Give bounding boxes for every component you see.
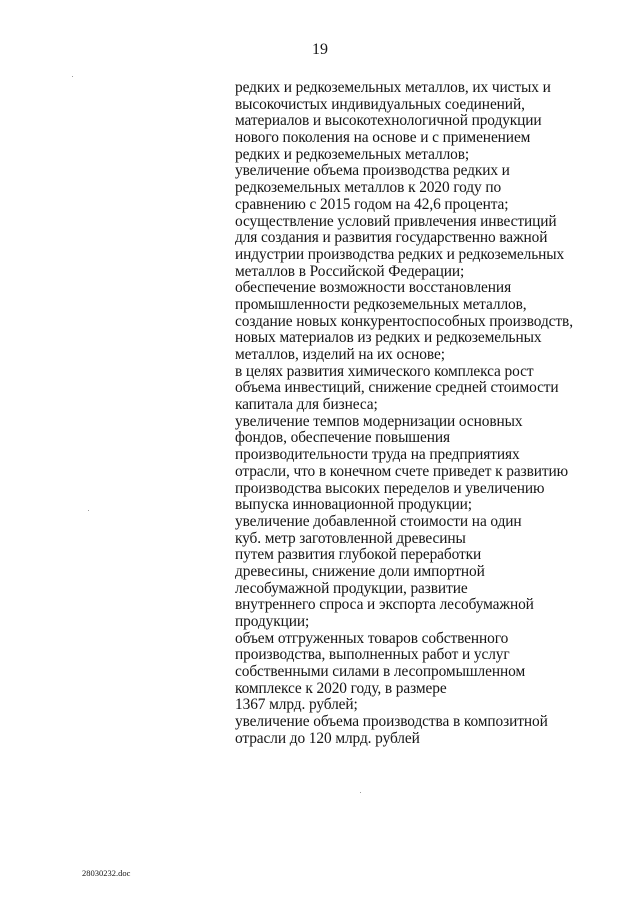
text-line: производства, выполненных работ и услуг (235, 646, 510, 664)
text-line: нового поколения на основе и с применением (235, 129, 531, 147)
text-line: обеспечение возможности восстановления (235, 279, 512, 297)
text-line: выпуска инновационной продукции; (235, 496, 472, 514)
text-line: 1367 млрд. рублей; (235, 696, 358, 714)
text-line: увеличение объема производства редких и (235, 162, 510, 180)
text-line: увеличение темпов модернизации основных (235, 412, 523, 430)
text-line: в целях развития химического комплекса рост (235, 362, 534, 380)
text-line: капитала для бизнеса; (235, 396, 378, 414)
text-line: лесобумажной продукции, развитие (235, 579, 468, 597)
text-line: фондов, обеспечение повышения (235, 429, 451, 447)
text-line: древесины, снижение доли импортной (235, 562, 485, 580)
text-line: осуществление условий привлечения инвестиций (235, 212, 557, 230)
text-line: металлов, изделий на их основе; (235, 346, 445, 363)
text-line: отрасли до 120 млрд. рублей (235, 729, 420, 747)
scan-speck (88, 510, 89, 511)
scan-speck (72, 76, 73, 77)
text-line: сравнению с 2015 годом на 42,6 процента; (235, 195, 509, 213)
scan-speck (360, 792, 361, 793)
body-text (235, 80, 615, 748)
text-line: редких и редкоземельных металлов; (235, 145, 470, 163)
text-line: создание новых конкурентоспособных производств, (235, 312, 573, 330)
text-line: высокочистых индивидуальных соединений, (235, 95, 525, 113)
text-line: для создания и развития государственно важной (235, 229, 548, 247)
text-line: редких и редкоземельных металлов, их чистых и (235, 79, 551, 96)
text-line: комплексе к 2020 году, в размере (235, 679, 447, 697)
text-line: увеличение объема производства в композитной (235, 713, 548, 731)
text-line: объема инвестиций, снижение средней стоимости (235, 379, 559, 397)
footer-filename: 28030232.doc (82, 868, 131, 878)
text-line: материалов и высокотехнологичной продукции (235, 112, 542, 130)
text-line: увеличение добавленной стоимости на один (235, 512, 522, 530)
page-number: 19 (312, 41, 328, 58)
text-line: металлов в Российской Федерации; (235, 262, 465, 280)
text-line: куб. метр заготовленной древесины (235, 529, 466, 547)
text-line: объем отгруженных товаров собственного (235, 629, 509, 647)
text-line: промышленности редкоземельных металлов, (235, 295, 527, 313)
text-line: производительности труда на предприятиях (235, 446, 520, 464)
text-line: редкоземельных металлов к 2020 году по (235, 179, 502, 197)
text-line: путем развития глубокой переработки (235, 546, 482, 564)
text-line: отрасли, что в конечном счете приведет к развитию (235, 462, 569, 480)
text-line: внутреннего спроса и экспорта лесобумажной (235, 596, 534, 614)
text-line: индустрии производства редких и редкоземельных (235, 245, 565, 263)
text-line: новых материалов из редких и редкоземельных (235, 329, 542, 347)
text-line: собственными силами в лесопромышленном (235, 663, 526, 681)
text-line: продукции; (235, 613, 310, 630)
text-line: производства высоких переделов и увеличению (235, 479, 545, 497)
